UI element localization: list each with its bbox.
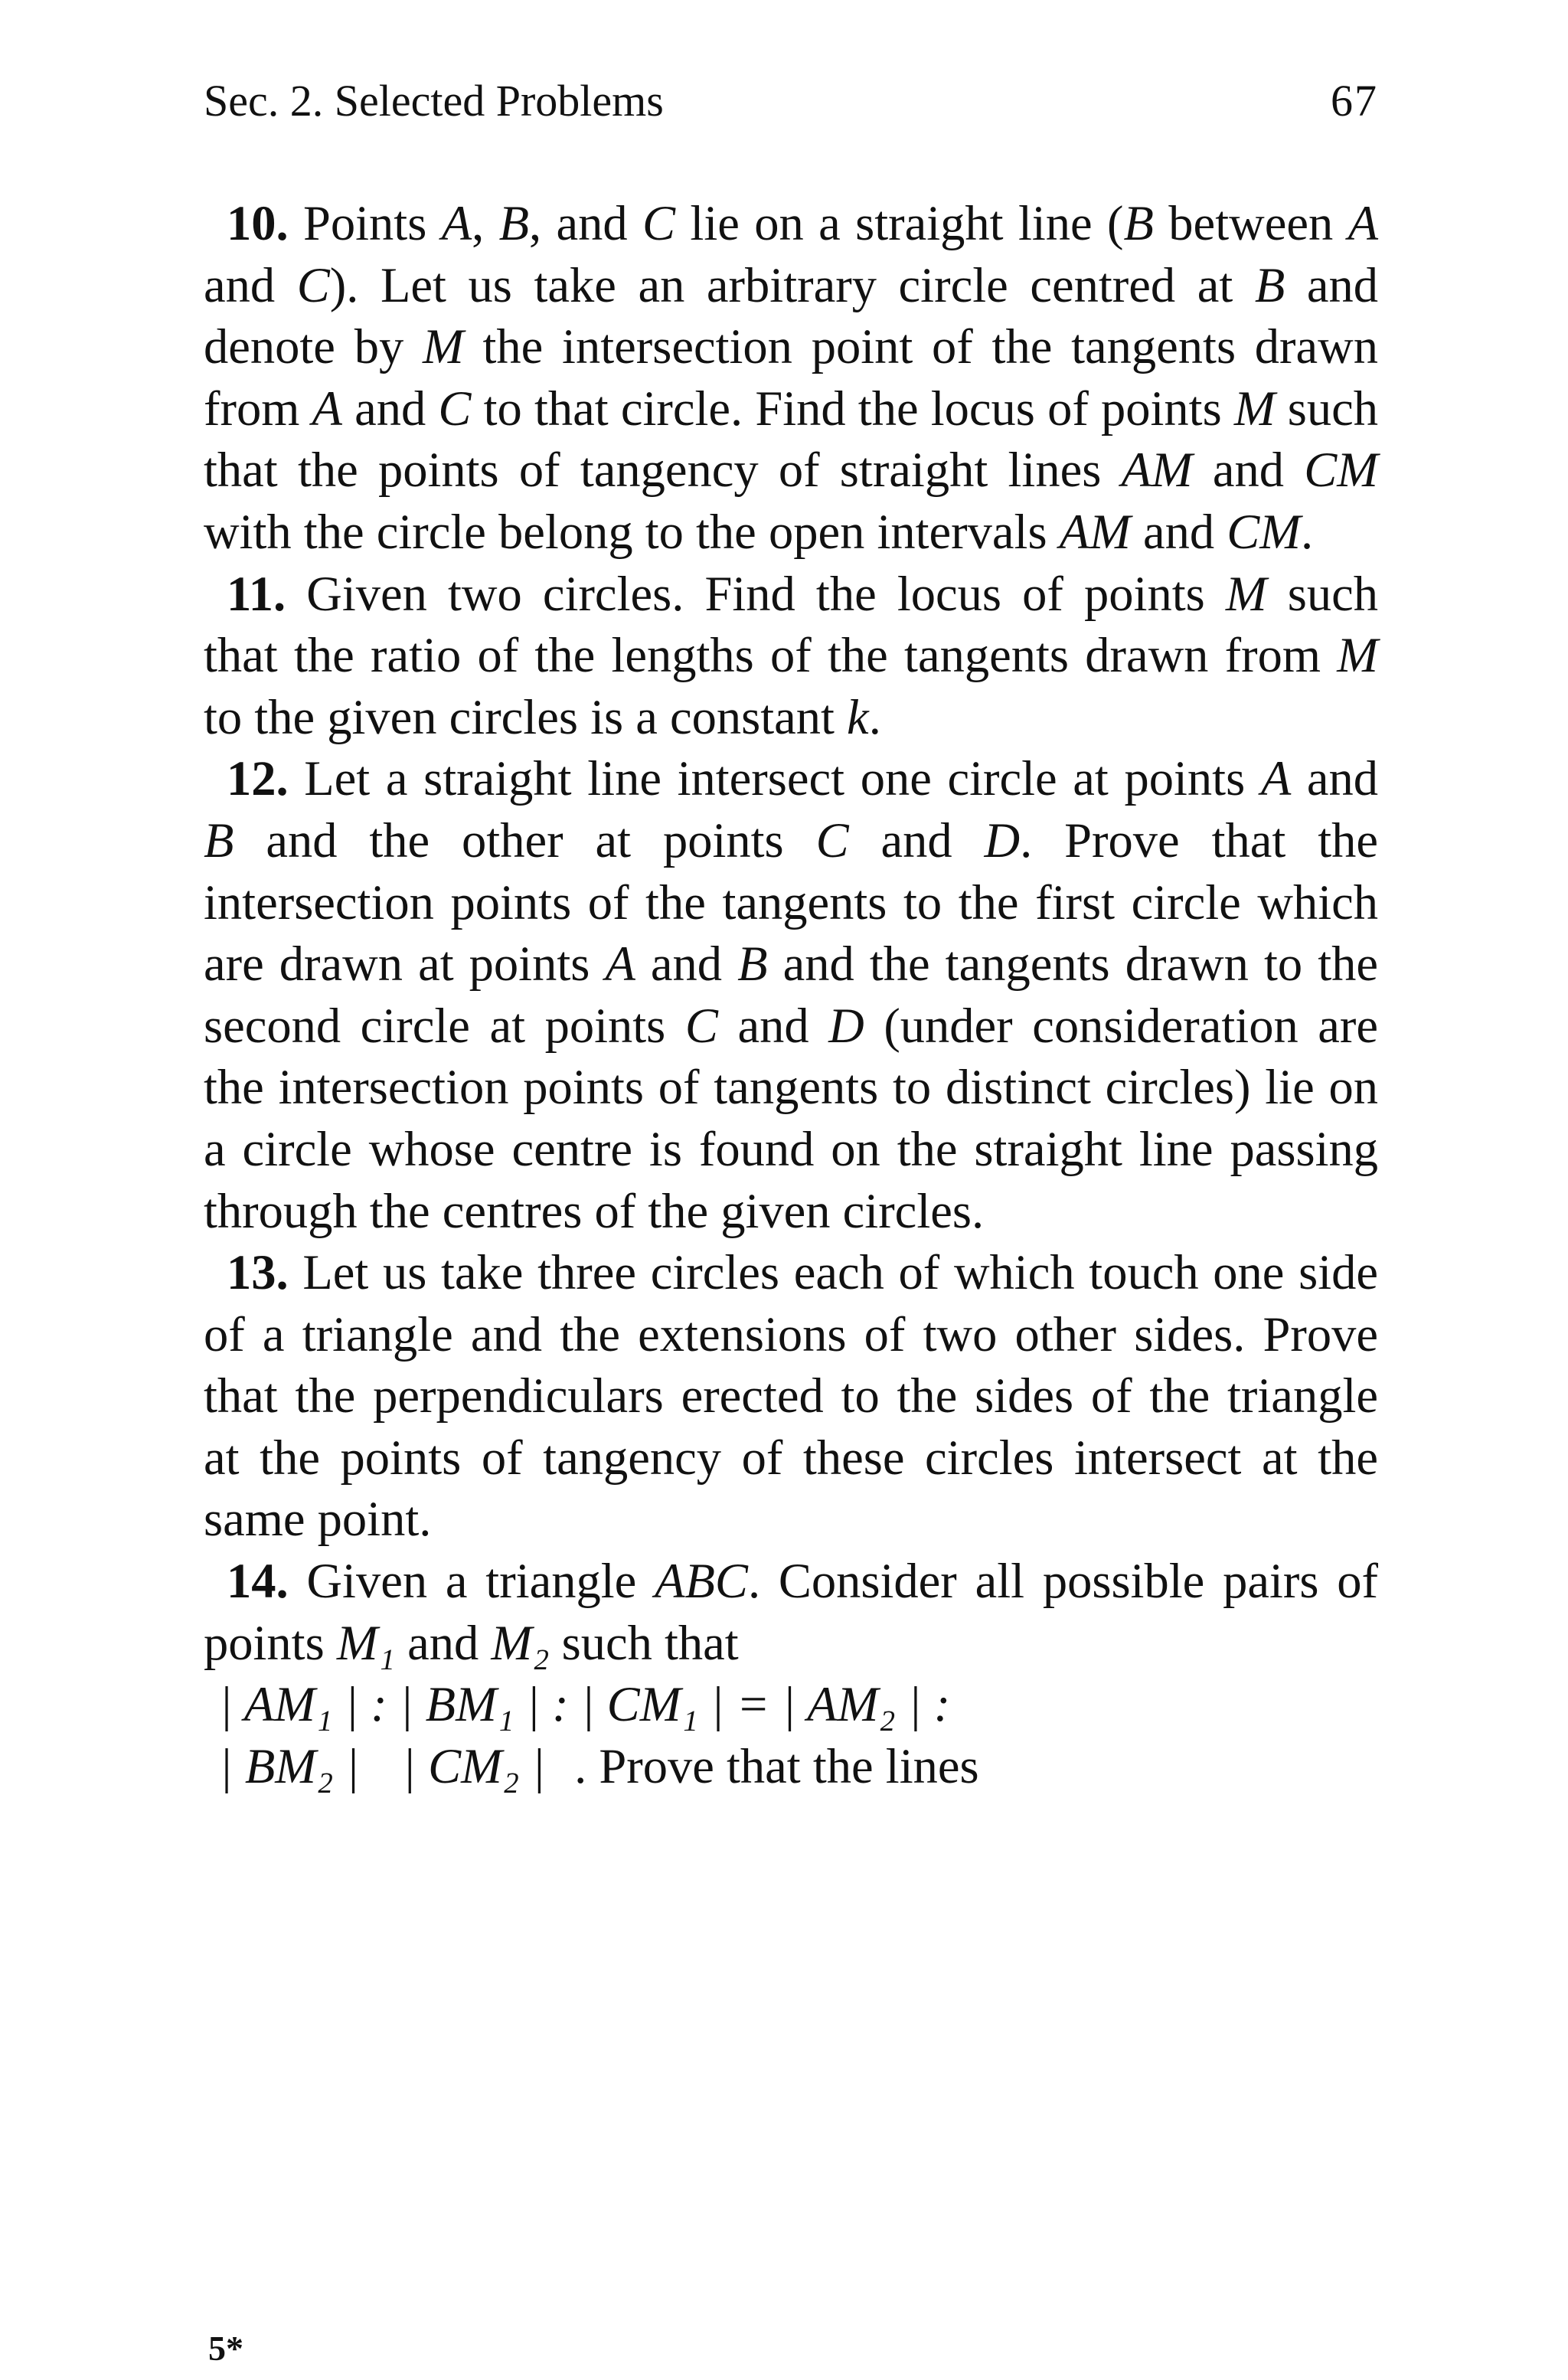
problem-11: 11. Given two circles. Find the locus of points M such that the ratio of the lengths of the tangents drawn from M to the given circles is a constant k. bbox=[204, 566, 1379, 744]
variable: B bbox=[1254, 257, 1285, 312]
problem-13: 13. Let us take three circles each of which touch one side of a triangle and the extensions of two other sides. Prove that the perpendiculars erected to the sides of the triangle at the points of tangency of these circles intersect at the same point. bbox=[204, 1245, 1378, 1547]
variable: A bbox=[441, 196, 472, 250]
page-body bbox=[204, 193, 1378, 1797]
variable: AM bbox=[1121, 443, 1193, 498]
problem-number: 14. bbox=[227, 1554, 289, 1609]
variable: M₂ bbox=[491, 1615, 550, 1670]
variable: CM bbox=[1304, 443, 1378, 498]
variable: ABC bbox=[655, 1554, 748, 1609]
variable: C bbox=[684, 998, 718, 1053]
variable: M bbox=[1233, 381, 1276, 436]
problem-14: 14. Given a triangle ABC. Consider all possible pairs of points M₁ and M₂ such that bbox=[204, 1554, 1378, 1670]
formula-term: | BM₂ | bbox=[219, 1738, 360, 1793]
variable: B bbox=[1123, 196, 1154, 250]
variable: B bbox=[204, 812, 234, 868]
variable: M bbox=[1225, 566, 1267, 621]
variable: A bbox=[312, 381, 342, 436]
ratio-formula-line-1 bbox=[204, 1674, 1378, 1736]
variable: C bbox=[815, 812, 849, 868]
variable: A bbox=[1348, 196, 1378, 250]
ratio-formula-line-2 bbox=[204, 1736, 1378, 1798]
section-title: Sec. 2. Selected Problems bbox=[204, 76, 664, 126]
variable: C bbox=[642, 196, 676, 250]
variable: A bbox=[605, 937, 635, 992]
running-header bbox=[204, 75, 1378, 136]
variable: M bbox=[1337, 628, 1378, 683]
variable: C bbox=[438, 381, 472, 436]
variable: A bbox=[1260, 751, 1292, 806]
problem-10: 10. Points A, B, and C lie on a straight line (B between A and C). Let us take an arbitrary circle centred at B and denote by M the intersection point of the tangents drawn from A and C to that circle. Find the locus of points M such that the points of tangency of straight lines AM and CM with the circle belong to the open intervals AM and CM. bbox=[204, 196, 1379, 559]
problem-number: 13. bbox=[227, 1245, 289, 1300]
variable: CM bbox=[1227, 504, 1301, 559]
problem-number: 12. bbox=[227, 751, 289, 806]
signature-mark: 5* bbox=[208, 2329, 243, 2368]
page-number: 67 bbox=[1331, 76, 1378, 126]
variable: M bbox=[422, 319, 464, 374]
problem-12: 12. Let a straight line intersect one circle at points A and B and the other at points C and D. Prove that the intersection points of the tangents to the first circle which are drawn at points A and B and the tangents drawn to the second circle at points C and D (under consideration are the intersection points of tangents to distinct circles) lie on a circle whose centre is found on the straight line passing through the centres of the given circles. bbox=[204, 751, 1379, 1238]
formula-term: | CM₂ | bbox=[402, 1738, 546, 1793]
formula-tail-text: . Prove that the lines bbox=[574, 1738, 979, 1793]
problem-number: 10. bbox=[227, 196, 289, 250]
variable: AM bbox=[1059, 504, 1131, 559]
variable: D bbox=[828, 998, 864, 1053]
problem-number: 11. bbox=[227, 566, 286, 621]
variable: M₁ bbox=[336, 1615, 395, 1670]
variable: k bbox=[847, 689, 869, 744]
variable: C bbox=[296, 257, 330, 312]
formula-text: | AM₁ | : | BM₁ | : | CM₁ | = | AM₂ | : bbox=[219, 1677, 951, 1732]
variable: B bbox=[498, 196, 529, 250]
variable: D bbox=[984, 812, 1021, 868]
variable: B bbox=[737, 937, 768, 992]
